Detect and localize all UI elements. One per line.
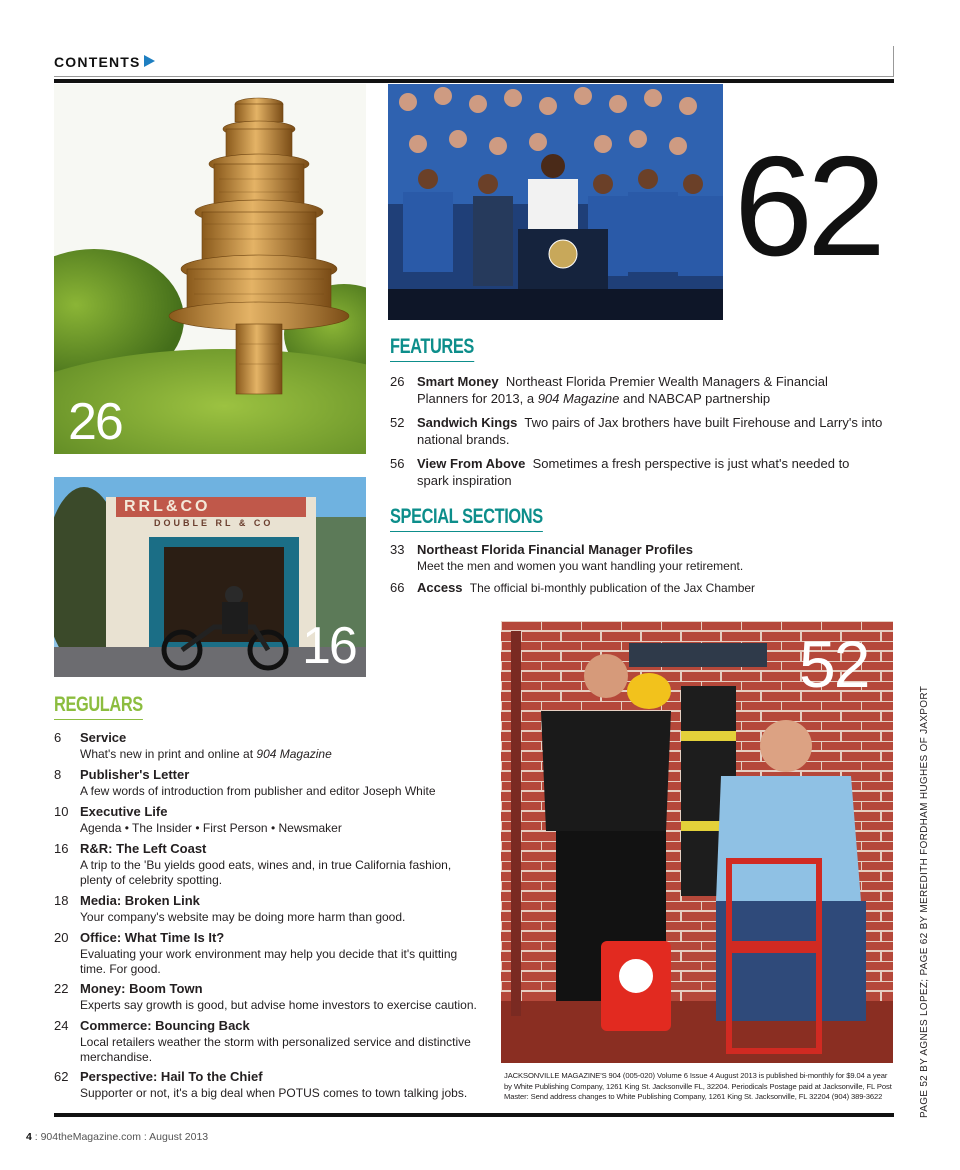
regular-item[interactable] (54, 930, 494, 978)
regular-item[interactable] (54, 893, 494, 925)
page-number: 8 (54, 767, 62, 782)
regular-item[interactable] (54, 1069, 494, 1101)
store-sign-bottom: DOUBLE RL & CO (154, 518, 274, 528)
feature-item[interactable] (390, 456, 890, 490)
regular-item[interactable] (54, 730, 494, 762)
arrow-right-icon (144, 55, 155, 67)
item-title: Sandwich Kings (417, 415, 518, 430)
regular-item[interactable] (54, 1018, 494, 1066)
item-title: Office: What Time Is It? (80, 930, 225, 945)
magazine-name: 904 Magazine (537, 390, 620, 406)
folio (26, 1131, 208, 1143)
regular-item[interactable] (54, 804, 494, 836)
photo-page-number: 52 (799, 627, 869, 701)
item-description-end: and NABCAP partnership (619, 390, 771, 406)
regular-item[interactable] (54, 981, 494, 1013)
page-number: 52 (390, 415, 405, 430)
item-description: What's new in print and online at (80, 746, 257, 761)
page-number: 10 (54, 804, 69, 819)
special-sections-heading: SPECIAL SECTIONS (390, 505, 543, 532)
item-description: Experts say growth is good, but advise home investors to exercise caution. (80, 997, 477, 1012)
page-number: 16 (54, 841, 69, 856)
header-rule-end (893, 46, 894, 77)
header-rule (54, 76, 894, 77)
features-heading: FEATURES (390, 335, 474, 362)
item-description: Evaluating your work environment may help you decide that it's quitting time. For good. (80, 946, 458, 976)
item-title: View From Above (417, 456, 526, 471)
photo-page-number: 16 (302, 617, 356, 675)
special-section-item[interactable] (390, 580, 890, 598)
item-title: Money: Boom Town (80, 981, 203, 996)
regulars-heading: REGULARS (54, 693, 143, 720)
magazine-name: 904 Magazine (256, 746, 332, 761)
item-description: A trip to the 'Bu yields good eats, wines and, in true California fashion, plenty of celebrity spotting. (80, 857, 452, 887)
item-title: Smart Money (417, 374, 499, 389)
special-section-item[interactable] (390, 542, 890, 574)
item-description: Local retailers weather the storm with personalized service and distinctive merchandise. (80, 1034, 471, 1064)
page-number: 26 (390, 374, 405, 389)
photo-page-number: 26 (68, 393, 122, 451)
page-number: 24 (54, 1018, 69, 1033)
header-divider (54, 79, 894, 83)
item-description: Northeast Florida Premier Wealth Managers & Financial Planners for 2013, a (417, 374, 828, 406)
item-description: Sometimes a fresh perspective is just what's needed to spark inspiration (417, 456, 850, 488)
page-number: 18 (54, 893, 69, 908)
page-number: 22 (54, 981, 69, 996)
brothers-photo[interactable] (501, 621, 893, 1063)
folio-page-number: 4 (26, 1131, 32, 1143)
page-number: 56 (390, 456, 405, 471)
store-sign-top: RRL&CO (124, 498, 211, 515)
footer-divider (54, 1113, 894, 1117)
folio-text: : 904theMagazine.com : August 2013 (31, 1131, 209, 1143)
page-number: 33 (390, 542, 405, 557)
section-title: CONTENTS (54, 54, 141, 70)
feature-item[interactable] (390, 374, 890, 408)
page-number: 20 (54, 930, 69, 945)
photo-credit: PAGE 52 BY AGNES LOPEZ; PAGE 62 BY MEREDITH FORDHAM HUGHES OF JAXPORT (919, 685, 930, 1118)
storefront-photo[interactable] (54, 477, 366, 677)
item-description: Your company's website may be doing more harm than good. (80, 909, 406, 924)
item-title: Commerce: Bouncing Back (80, 1018, 250, 1033)
rally-photo[interactable] (388, 84, 723, 320)
feature-page-number: 62 (734, 127, 880, 286)
item-description: Supporter or not, it's a big deal when POTUS comes to town talking jobs. (80, 1085, 468, 1100)
item-title: Access (417, 580, 463, 595)
page-number: 6 (54, 730, 62, 745)
item-title: R&R: The Left Coast (80, 841, 207, 856)
item-title: Media: Broken Link (80, 893, 200, 908)
item-description: Two pairs of Jax brothers have built Firehouse and Larry's into national brands. (417, 415, 883, 447)
item-description: The official bi-monthly publication of the Jax Chamber (469, 581, 756, 595)
item-title: Publisher's Letter (80, 767, 190, 782)
regular-item[interactable] (54, 767, 494, 799)
page-number: 62 (54, 1069, 69, 1084)
coin-tree-photo[interactable] (54, 84, 366, 454)
publication-caption: JACKSONVILLE MAGAZINE'S 904 (005-020) Volume 6 Issue 4 August 2013 is published bi-monthly for $9.04 a year by White Publishing Company, 1261 King St. Jacksonville FL, 32204. Periodicals Postage paid at Jacksonville, FL Post Master: Send address changes to White Publishing Company, 1261 King St. Jacksonville, FL 32204 (904) 389-3622 (504, 1071, 892, 1101)
item-description: Agenda • The Insider • First Person • Newsmaker (80, 820, 342, 835)
item-title: Service (80, 730, 127, 745)
item-description: Meet the men and women you want handling your retirement. (417, 558, 744, 573)
item-description: A few words of introduction from publisher and editor Joseph White (80, 783, 436, 798)
regular-item[interactable] (54, 841, 494, 889)
item-title: Executive Life (80, 804, 168, 819)
feature-item[interactable] (390, 415, 890, 449)
item-title: Perspective: Hail To the Chief (80, 1069, 263, 1084)
item-title: Northeast Florida Financial Manager Profiles (417, 542, 693, 557)
page-number: 66 (390, 580, 405, 595)
